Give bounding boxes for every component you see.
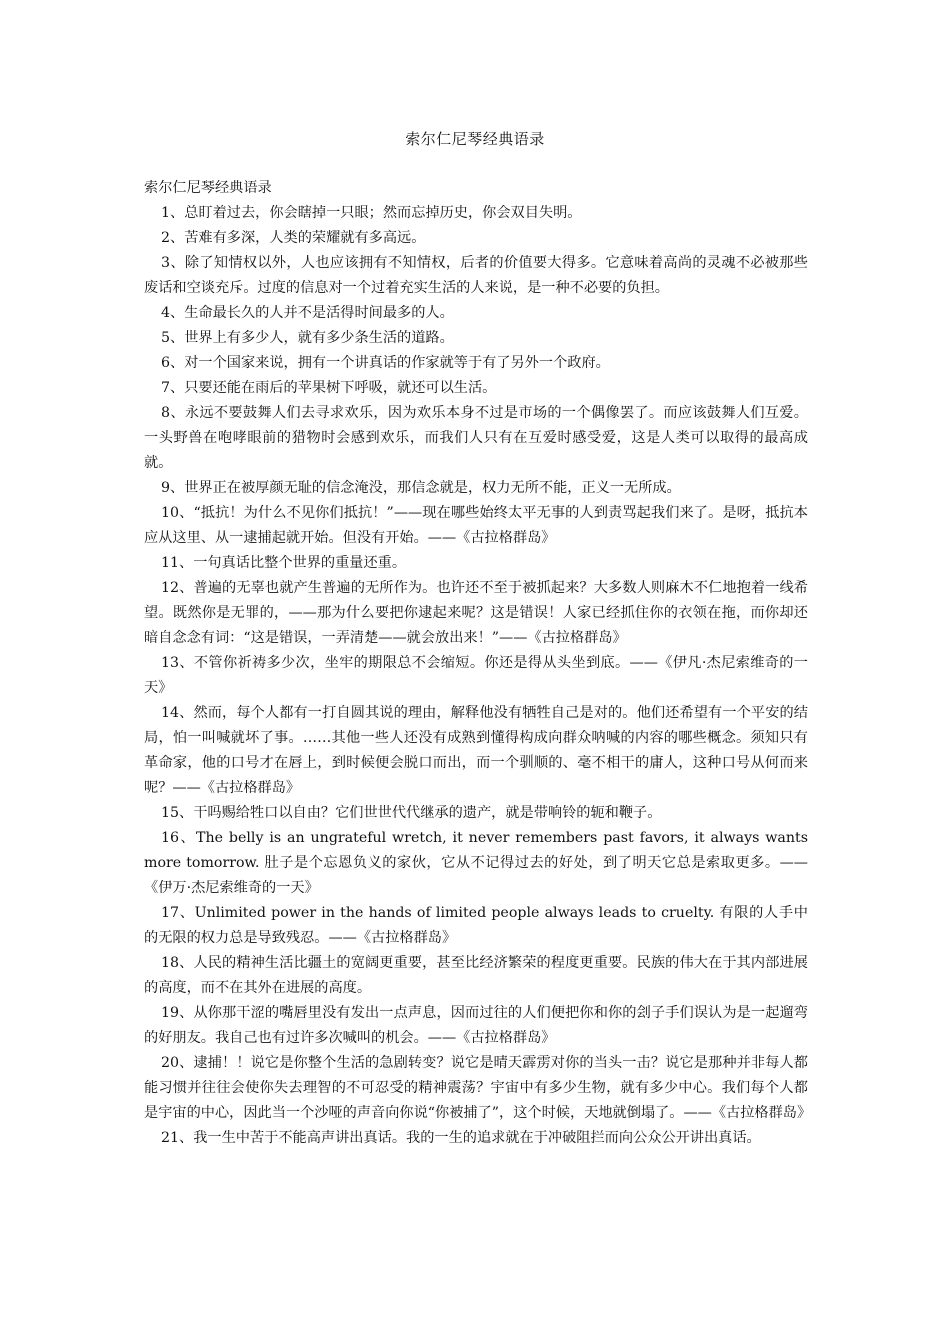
document-body <box>144 176 812 1151</box>
quote-paragraph: 4、生命最长久的人并不是活得时间最多的人。 <box>161 305 454 321</box>
quote-paragraph: 9、世界正在被厚颜无耻的信念淹没，那信念就是，权力无所不能，正义一无所成。 <box>161 480 681 496</box>
document-title: 索尔仁尼琴经典语录 <box>405 130 545 148</box>
quote-paragraph: 5、世界上有多少人，就有多少条生活的道路。 <box>161 330 454 346</box>
quote-paragraph: 7、只要还能在雨后的苹果树下呼吸，就还可以生活。 <box>161 380 497 396</box>
quote-paragraph: 15、干吗赐给牲口以自由？它们世世代代继承的遗产，就是带响铃的轭和鞭子。 <box>161 805 662 821</box>
quote-paragraph: 16、The belly is an ungrateful wretch, it never remembers past favors, it always wants more tomorrow. 肚子是个忘恩负义的家伙，它从不记得过去的好处，到了明天它总是索取更多。——《伊万·杰尼索维奇的一天》 <box>144 830 808 896</box>
quote-paragraph: 21、我一生中苦于不能高声讲出真话。我的一生的追求就在于冲破阻拦而向公众公开讲出真话。 <box>161 1130 761 1146</box>
quote-paragraph: 6、对一个国家来说，拥有一个讲真话的作家就等于有了另外一个政府。 <box>161 355 610 371</box>
quote-list <box>144 201 812 1151</box>
quote-paragraph: 17、Unlimited power in the hands of limited people always leads to cruelty. 有限的人手中的无限的权力总是导致残忍。——《古拉格群岛》 <box>144 905 808 946</box>
quote-paragraph: 10、“抵抗！为什么不见你们抵抗！”——现在哪些始终太平无事的人到责骂起我们来了。是呀，抵抗本应从这里、从一逮捕起就开始。但没有开始。——《古拉格群岛》 <box>144 505 808 546</box>
quote-paragraph: 12、普遍的无辜也就产生普遍的无所作为。也许还不至于被抓起来？大多数人则麻木不仁地抱着一线希望。既然你是无罪的，——那为什么要把你逮起来呢？这是错误！人家已经抓住你的衣领在拖，而你却还暗自念念有词：“这是错误，一弄清楚——就会放出来！”——《古拉格群岛》 <box>144 580 808 646</box>
quote-paragraph: 14、然而，每个人都有一打自圆其说的理由，解释他没有牺牲自己是对的。他们还希望有一个平安的结局，怕一叫喊就坏了事。……其他一些人还没有成熟到懂得构成向群众呐喊的内容的哪些概念。须知只有革命家，他的口号才在唇上，到时候便会脱口而出，而一个驯顺的、毫不相干的庸人，这种口号从何而来呢？——《古拉格群岛》 <box>144 705 808 796</box>
quote-paragraph: 1、总盯着过去，你会瞎掉一只眼；然而忘掉历史，你会双目失明。 <box>161 205 582 221</box>
quote-paragraph: 19、从你那干涩的嘴唇里没有发出一点声息，因而过往的人们便把你和你的刽子手们误认为是一起遛弯的好朋友。我自己也有过许多次喊叫的机会。——《古拉格群岛》 <box>144 1005 808 1046</box>
quote-paragraph: 3、除了知情权以外，人也应该拥有不知情权，后者的价值要大得多。它意味着高尚的灵魂不必被那些废话和空谈充斥。过度的信息对一个过着充实生活的人来说，是一种不必要的负担。 <box>144 255 808 296</box>
quote-paragraph: 13、不管你祈祷多少次，坐牢的期限总不会缩短。你还是得从头坐到底。——《伊凡·杰尼索维奇的一天》 <box>144 655 808 696</box>
quote-paragraph: 11、一句真话比整个世界的重量还重。 <box>161 555 407 571</box>
quote-paragraph: 18、人民的精神生活比疆土的宽阔更重要，甚至比经济繁荣的程度更重要。民族的伟大在于其内部进展的高度，而不在其外在进展的高度。 <box>144 955 808 996</box>
quote-paragraph: 8、永远不要鼓舞人们去寻求欢乐，因为欢乐本身不过是市场的一个偶像罢了。而应该鼓舞人们互爱。一头野兽在咆哮眼前的猎物时会感到欢乐，而我们人只有在互爱时感受爱，这是人类可以取得的最高成就。 <box>144 405 808 471</box>
quote-paragraph: 20、逮捕！！说它是你整个生活的急剧转变？说它是晴天霹雳对你的当头一击？说它是那种并非每人都能习惯并往往会使你失去理智的不可忍受的精神震荡？宇宙中有多少生物，就有多少中心。我们每个人都是宇宙的中心，因此当一个沙哑的声音向你说“你被捕了”，这个时候，天地就倒塌了。——《古拉格群岛》 <box>144 1055 812 1121</box>
section-heading: 索尔仁尼琴经典语录 <box>144 180 272 196</box>
quote-paragraph: 2、苦难有多深，人类的荣耀就有多高远。 <box>161 230 426 246</box>
